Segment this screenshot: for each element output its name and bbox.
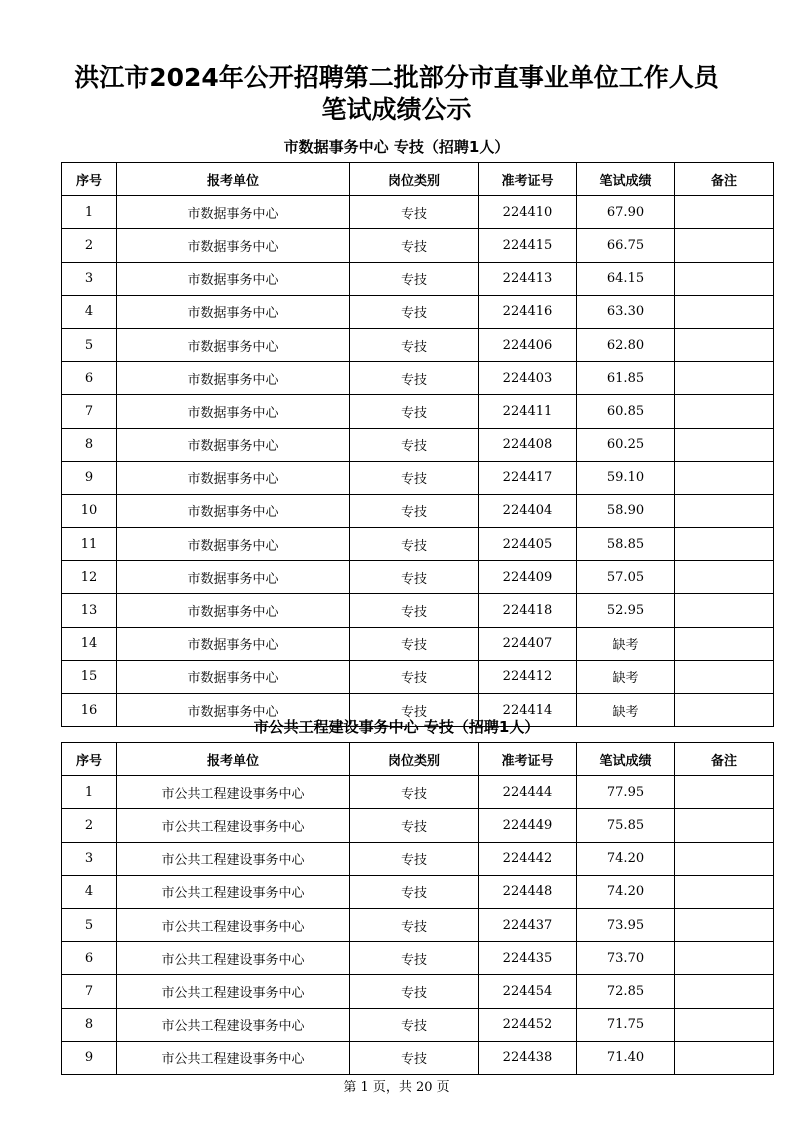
unit-cell: 市数据事务中心: [117, 196, 350, 229]
position-cell: 专技: [350, 262, 479, 295]
position-cell: 专技: [350, 428, 479, 461]
remark-cell: [675, 1041, 774, 1074]
exam-number-cell: 224454: [479, 975, 577, 1008]
position-cell: 专技: [350, 776, 479, 809]
seq-cell: 14: [62, 627, 117, 660]
score-cell: 77.95: [577, 776, 675, 809]
seq-cell: 9: [62, 1041, 117, 1074]
remark-cell: [675, 328, 774, 361]
exam-number-cell: 224437: [479, 908, 577, 941]
seq-cell: 6: [62, 942, 117, 975]
unit-cell: 市公共工程建设事务中心: [117, 776, 350, 809]
position-cell: 专技: [350, 942, 479, 975]
section-title: 市数据事务中心 专技（招聘1人）: [283, 138, 510, 156]
unit-cell: 市数据事务中心: [117, 627, 350, 660]
score-cell: 57.05: [577, 561, 675, 594]
remark-cell: [675, 627, 774, 660]
score-cell: 67.90: [577, 196, 675, 229]
exam-number-cell: 224452: [479, 1008, 577, 1041]
table-row: [62, 942, 774, 975]
table-row: [62, 328, 774, 361]
table-row: [62, 362, 774, 395]
position-cell: 专技: [350, 494, 479, 527]
score-cell: 60.85: [577, 395, 675, 428]
table-row: [62, 1041, 774, 1074]
table-row: [62, 809, 774, 842]
score-cell: 缺考: [577, 660, 675, 693]
remark-cell: [675, 776, 774, 809]
unit-cell: 市数据事务中心: [117, 362, 350, 395]
exam-number-cell: 224416: [479, 295, 577, 328]
unit-cell: 市数据事务中心: [117, 528, 350, 561]
exam-number-cell: 224407: [479, 627, 577, 660]
score-cell: 60.25: [577, 428, 675, 461]
exam-number-cell: 224414: [479, 694, 577, 727]
table-header-row: [62, 163, 774, 196]
score-table: [61, 162, 774, 727]
position-cell: 专技: [350, 627, 479, 660]
seq-cell: 1: [62, 196, 117, 229]
header-cell: 序号: [62, 163, 117, 196]
unit-cell: 市公共工程建设事务中心: [117, 908, 350, 941]
unit-cell: 市数据事务中心: [117, 694, 350, 727]
unit-cell: 市公共工程建设事务中心: [117, 1041, 350, 1074]
exam-number-cell: 224415: [479, 229, 577, 262]
header-cell: 笔试成绩: [577, 163, 675, 196]
table-row: [62, 494, 774, 527]
seq-cell: 5: [62, 908, 117, 941]
position-cell: 专技: [350, 875, 479, 908]
exam-number-cell: 224412: [479, 660, 577, 693]
unit-cell: 市公共工程建设事务中心: [117, 975, 350, 1008]
position-cell: 专技: [350, 1008, 479, 1041]
exam-number-cell: 224405: [479, 528, 577, 561]
table-row: [62, 875, 774, 908]
position-cell: 专技: [350, 362, 479, 395]
page-footer: 第 1 页，共 20 页: [343, 1080, 450, 1095]
table-row: [62, 561, 774, 594]
header-cell: 序号: [62, 743, 117, 776]
score-cell: 72.85: [577, 975, 675, 1008]
score-cell: 66.75: [577, 229, 675, 262]
score-table: [61, 742, 774, 1075]
score-cell: 73.95: [577, 908, 675, 941]
remark-cell: [675, 428, 774, 461]
remark-cell: [675, 942, 774, 975]
unit-cell: 市数据事务中心: [117, 262, 350, 295]
score-cell: 52.95: [577, 594, 675, 627]
remark-cell: [675, 295, 774, 328]
score-cell: 62.80: [577, 328, 675, 361]
table-row: [62, 262, 774, 295]
position-cell: 专技: [350, 328, 479, 361]
score-cell: 73.70: [577, 942, 675, 975]
exam-number-cell: 224406: [479, 328, 577, 361]
score-cell: 缺考: [577, 694, 675, 727]
remark-cell: [675, 262, 774, 295]
exam-number-cell: 224403: [479, 362, 577, 395]
remark-cell: [675, 908, 774, 941]
position-cell: 专技: [350, 229, 479, 262]
score-cell: 58.90: [577, 494, 675, 527]
seq-cell: 3: [62, 842, 117, 875]
remark-cell: [675, 196, 774, 229]
exam-number-cell: 224411: [479, 395, 577, 428]
position-cell: 专技: [350, 528, 479, 561]
header-cell: 笔试成绩: [577, 743, 675, 776]
unit-cell: 市数据事务中心: [117, 229, 350, 262]
score-cell: 74.20: [577, 842, 675, 875]
exam-number-cell: 224417: [479, 461, 577, 494]
table-row: [62, 196, 774, 229]
remark-cell: [675, 561, 774, 594]
unit-cell: 市公共工程建设事务中心: [117, 1008, 350, 1041]
seq-cell: 5: [62, 328, 117, 361]
table-row: [62, 395, 774, 428]
position-cell: 专技: [350, 908, 479, 941]
table-row: [62, 461, 774, 494]
seq-cell: 1: [62, 776, 117, 809]
unit-cell: 市数据事务中心: [117, 328, 350, 361]
score-cell: 58.85: [577, 528, 675, 561]
remark-cell: [675, 875, 774, 908]
score-cell: 75.85: [577, 809, 675, 842]
seq-cell: 7: [62, 395, 117, 428]
unit-cell: 市数据事务中心: [117, 395, 350, 428]
seq-cell: 9: [62, 461, 117, 494]
seq-cell: 2: [62, 229, 117, 262]
table-row: [62, 1008, 774, 1041]
seq-cell: 4: [62, 875, 117, 908]
table-row: [62, 908, 774, 941]
seq-cell: 2: [62, 809, 117, 842]
seq-cell: 8: [62, 428, 117, 461]
exam-number-cell: 224404: [479, 494, 577, 527]
position-cell: 专技: [350, 1041, 479, 1074]
table-row: [62, 627, 774, 660]
remark-cell: [675, 1008, 774, 1041]
exam-number-cell: 224413: [479, 262, 577, 295]
exam-number-cell: 224438: [479, 1041, 577, 1074]
unit-cell: 市数据事务中心: [117, 428, 350, 461]
exam-number-cell: 224435: [479, 942, 577, 975]
remark-cell: [675, 528, 774, 561]
position-cell: 专技: [350, 295, 479, 328]
remark-cell: [675, 229, 774, 262]
unit-cell: 市数据事务中心: [117, 594, 350, 627]
exam-number-cell: 224448: [479, 875, 577, 908]
table-row: [62, 660, 774, 693]
table-row: [62, 776, 774, 809]
unit-cell: 市公共工程建设事务中心: [117, 842, 350, 875]
table-header-row: [62, 743, 774, 776]
score-cell: 61.85: [577, 362, 675, 395]
score-cell: 74.20: [577, 875, 675, 908]
exam-number-cell: 224444: [479, 776, 577, 809]
remark-cell: [675, 809, 774, 842]
unit-cell: 市数据事务中心: [117, 494, 350, 527]
score-cell: 64.15: [577, 262, 675, 295]
header-cell: 报考单位: [117, 743, 350, 776]
table-row: [62, 528, 774, 561]
header-cell: 备注: [675, 163, 774, 196]
seq-cell: 7: [62, 975, 117, 1008]
header-cell: 报考单位: [117, 163, 350, 196]
table-row: [62, 229, 774, 262]
unit-cell: 市公共工程建设事务中心: [117, 942, 350, 975]
exam-number-cell: 224449: [479, 809, 577, 842]
position-cell: 专技: [350, 809, 479, 842]
remark-cell: [675, 660, 774, 693]
position-cell: 专技: [350, 842, 479, 875]
unit-cell: 市公共工程建设事务中心: [117, 875, 350, 908]
seq-cell: 11: [62, 528, 117, 561]
remark-cell: [675, 395, 774, 428]
table-row: [62, 975, 774, 1008]
seq-cell: 16: [62, 694, 117, 727]
seq-cell: 3: [62, 262, 117, 295]
remark-cell: [675, 594, 774, 627]
exam-number-cell: 224408: [479, 428, 577, 461]
position-cell: 专技: [350, 461, 479, 494]
position-cell: 专技: [350, 395, 479, 428]
unit-cell: 市数据事务中心: [117, 660, 350, 693]
exam-number-cell: 224409: [479, 561, 577, 594]
seq-cell: 4: [62, 295, 117, 328]
seq-cell: 6: [62, 362, 117, 395]
seq-cell: 12: [62, 561, 117, 594]
page-subtitle: 笔试成绩公示: [321, 95, 472, 124]
position-cell: 专技: [350, 975, 479, 1008]
unit-cell: 市数据事务中心: [117, 295, 350, 328]
remark-cell: [675, 975, 774, 1008]
score-cell: 59.10: [577, 461, 675, 494]
unit-cell: 市数据事务中心: [117, 561, 350, 594]
position-cell: 专技: [350, 660, 479, 693]
remark-cell: [675, 842, 774, 875]
exam-number-cell: 224410: [479, 196, 577, 229]
table-row: [62, 594, 774, 627]
position-cell: 专技: [350, 694, 479, 727]
position-cell: 专技: [350, 594, 479, 627]
header-cell: 备注: [675, 743, 774, 776]
position-cell: 专技: [350, 561, 479, 594]
remark-cell: [675, 362, 774, 395]
seq-cell: 8: [62, 1008, 117, 1041]
unit-cell: 市数据事务中心: [117, 461, 350, 494]
page-title: 洪江市2024年公开招聘第二批部分市直事业单位工作人员: [74, 63, 719, 92]
table-row: [62, 295, 774, 328]
table-row: [62, 428, 774, 461]
score-cell: 63.30: [577, 295, 675, 328]
header-cell: 岗位类别: [350, 743, 479, 776]
score-cell: 缺考: [577, 627, 675, 660]
seq-cell: 10: [62, 494, 117, 527]
header-cell: 准考证号: [479, 163, 577, 196]
seq-cell: 15: [62, 660, 117, 693]
header-cell: 准考证号: [479, 743, 577, 776]
score-cell: 71.40: [577, 1041, 675, 1074]
unit-cell: 市公共工程建设事务中心: [117, 809, 350, 842]
header-cell: 岗位类别: [350, 163, 479, 196]
remark-cell: [675, 494, 774, 527]
table-row: [62, 842, 774, 875]
seq-cell: 13: [62, 594, 117, 627]
remark-cell: [675, 461, 774, 494]
position-cell: 专技: [350, 196, 479, 229]
score-cell: 71.75: [577, 1008, 675, 1041]
section-title: 市公共工程建设事务中心 专技（招聘1人）: [253, 718, 540, 736]
exam-number-cell: 224418: [479, 594, 577, 627]
exam-number-cell: 224442: [479, 842, 577, 875]
